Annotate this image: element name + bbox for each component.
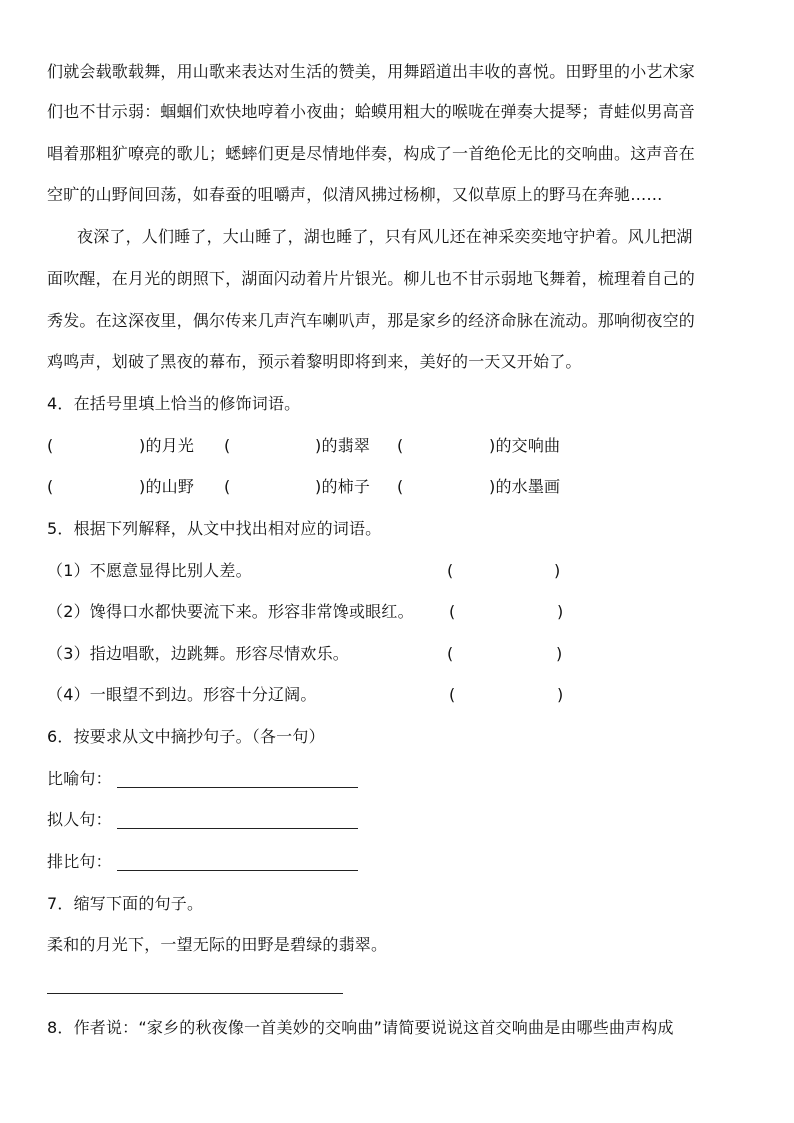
passage-line: 秀发。在这深夜里，偶尔传来几声汽车喇叭声，那是家乡的经济命脉在流动。那响彻夜空的 (47, 311, 696, 330)
q8-title: 8．作者说：“家乡的秋夜像一首美妙的交响曲”请简要说说这首交响曲是由哪些曲声构成 (47, 1018, 674, 1037)
personification-label: 拟人句： (47, 810, 112, 829)
q5-item-text: （3）指边唱歌，边跳舞。形容尽情欢乐。 (47, 644, 349, 663)
paren-open: ( (47, 477, 54, 496)
fill-answer-label[interactable]: )的月光 (139, 436, 195, 455)
answer-paren-open[interactable]: ( (447, 644, 454, 663)
answer-paren-open[interactable]: ( (447, 561, 454, 580)
passage-line: 们也不甘示弱：蝈蝈们欢快地哼着小夜曲；蛤蟆用粗大的喉咙在弹奏大提琴；青蛙似男高音 (47, 102, 696, 121)
q7-answer-line[interactable] (47, 993, 343, 994)
fill-answer-label[interactable]: )的山野 (139, 477, 195, 496)
q6-title: 6．按要求从文中摘抄句子。（各一句） (47, 727, 325, 746)
q5-item-text: （2）馋得口水都快要流下来。形容非常馋或眼红。 (47, 602, 414, 621)
parallelism-answer-line[interactable] (117, 870, 358, 871)
answer-paren-open[interactable]: ( (449, 685, 456, 704)
q5-title: 5．根据下列解释，从文中找出相对应的词语。 (47, 519, 382, 538)
q4-row-1 (47, 436, 747, 456)
passage-line: 面吹醒，在月光的朗照下，湖面闪动着片片银光。柳儿也不甘示弱地飞舞着，梳理着自己的 (47, 269, 696, 288)
parallelism-label: 排比句： (47, 852, 112, 871)
answer-paren-close[interactable]: ) (557, 602, 564, 621)
personification-answer-line[interactable] (117, 828, 358, 829)
simile-label: 比喻句： (47, 769, 112, 788)
fill-answer-label[interactable]: )的柿子 (315, 477, 371, 496)
fill-answer-label[interactable]: )的交响曲 (489, 436, 561, 455)
answer-paren-open[interactable]: ( (449, 602, 456, 621)
fill-answer-label[interactable]: )的翡翠 (315, 436, 371, 455)
q5-item-text: （4）一眼望不到边。形容十分辽阔。 (47, 685, 317, 704)
q5-item-1 (47, 561, 747, 581)
passage-line: 空旷的山野间回荡，如春蚕的咀嚼声，似清风拂过杨柳，又似草原上的野马在奔驰…… (47, 185, 663, 204)
passage-line: 夜深了，人们睡了，大山睡了，湖也睡了，只有风儿还在神采奕奕地守护着。风儿把湖 (77, 227, 693, 246)
q4-row-2 (47, 477, 747, 497)
passage-line: 鸡鸣声，划破了黑夜的幕布，预示着黎明即将到来，美好的一天又开始了。 (47, 352, 582, 371)
paren-open: ( (224, 477, 231, 496)
q7-title: 7．缩写下面的句子。 (47, 894, 204, 913)
answer-paren-close[interactable]: ) (554, 561, 561, 580)
q4-title: 4．在括号里填上恰当的修饰词语。 (47, 394, 301, 413)
paren-open: ( (397, 477, 404, 496)
passage-line: 们就会载歌载舞，用山歌来表达对生活的赞美，用舞蹈道出丰收的喜悦。田野里的小艺术家 (47, 62, 696, 81)
answer-paren-close[interactable]: ) (556, 644, 563, 663)
fill-answer-label[interactable]: )的水墨画 (489, 477, 561, 496)
paren-open: ( (47, 436, 54, 455)
paren-open: ( (224, 436, 231, 455)
passage-line: 唱着那粗犷嘹亮的歌儿；蟋蟀们更是尽情地伴奏，构成了一首绝伦无比的交响曲。这声音在 (47, 144, 696, 163)
answer-paren-close[interactable]: ) (557, 685, 564, 704)
paren-open: ( (397, 436, 404, 455)
q5-item-3 (47, 644, 747, 664)
q5-item-2 (47, 602, 747, 622)
q5-item-4 (47, 685, 747, 705)
simile-answer-line[interactable] (117, 787, 358, 788)
q7-sentence: 柔和的月光下，一望无际的田野是碧绿的翡翠。 (47, 935, 388, 954)
q5-item-text: （1）不愿意显得比别人差。 (47, 561, 252, 580)
